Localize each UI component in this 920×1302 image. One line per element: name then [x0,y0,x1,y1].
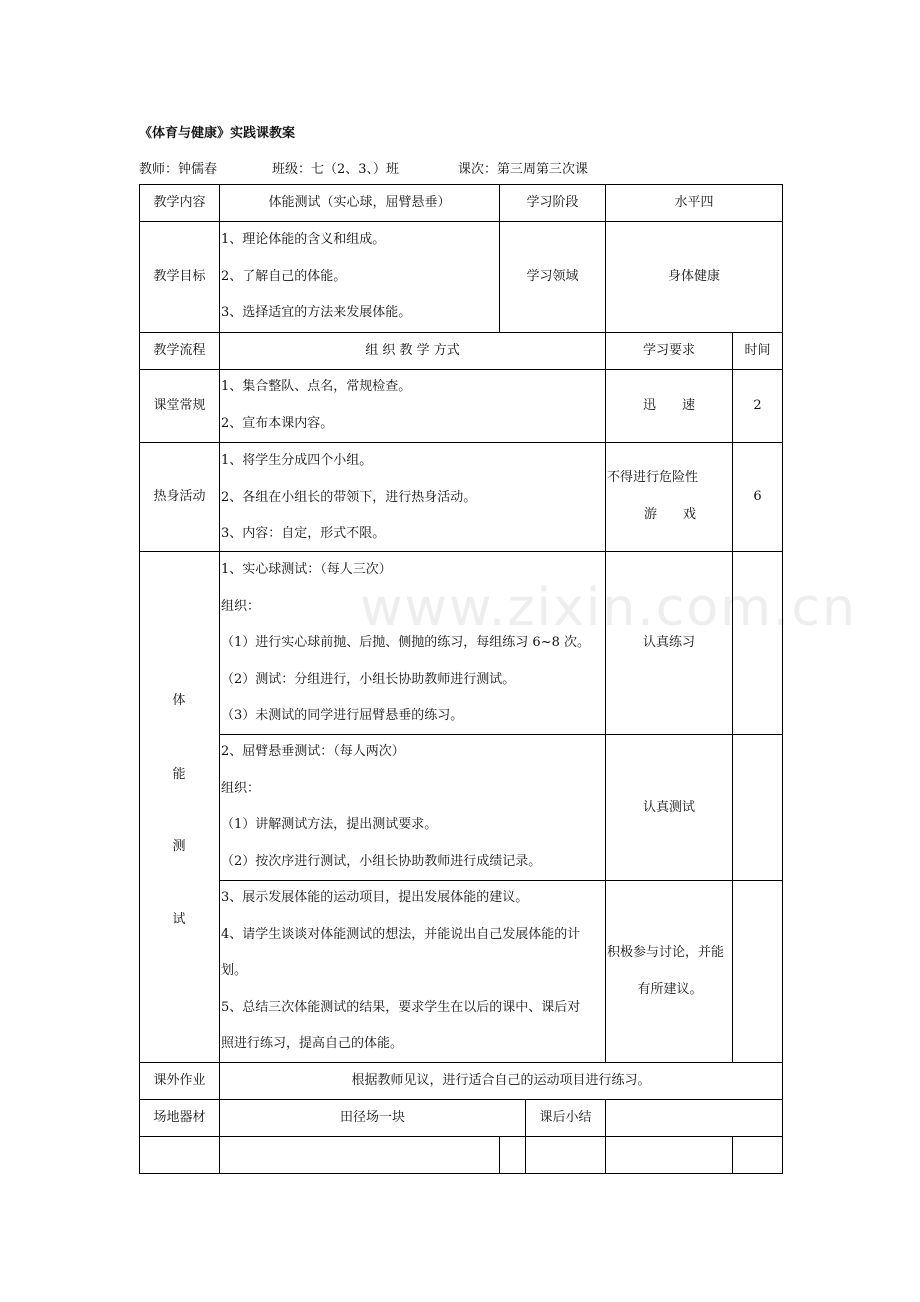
hang-line: （1）讲解测试方法，提出测试要求。 [221,817,438,832]
cell-border [732,1136,783,1174]
warmup-requirement [605,460,733,533]
cell-border [732,734,783,881]
discussion-content [219,880,606,1063]
watermark: www.zixin.com.cn [360,578,857,638]
routine-time: 2 [753,398,762,413]
teacher-info: 教师：钟儒春 [139,162,218,177]
header-time: 时间 [744,343,771,358]
goal-item: 2、了解自己的体能。 [221,268,347,284]
homework-content: 根据教师见议，进行适合自己的运动项目进行练习。 [351,1073,651,1088]
shotput-line: 组织： [221,598,261,614]
routine-label: 课堂常规 [153,398,206,413]
discussion-line: 照进行练习，提高自己的体能。 [221,1036,404,1051]
hang-test-content [219,734,606,880]
shotput-test-content [219,552,606,735]
warmup-content [219,443,606,553]
summary-label: 课后小结 [539,1110,592,1125]
teaching-content-value: 体能测试（实心球，屈臂悬垂） [268,195,451,210]
shotput-line: （3）未测试的同学进行屈臂悬垂的练习。 [221,708,464,723]
discussion-requirement [605,935,733,1008]
teaching-content-label: 教学内容 [153,195,206,210]
routine-line: 1、集合整队、点名，常规检查。 [221,379,412,394]
cell-border [139,551,220,1063]
routine-line: 2、宣布本课内容。 [221,415,334,431]
cell-border [605,1136,733,1174]
page-title: 《体育与健康》实践课教案 [139,126,296,141]
cell-border [732,880,783,1063]
cell-border [139,1136,220,1174]
learning-stage-value: 水平四 [674,195,714,210]
cell-border [732,551,783,735]
discussion-line: 4、请学生谈谈对体能测试的想法，并能说出自己发展体能的计 [221,926,581,942]
discussion-line: 划。 [221,963,248,978]
shotput-requirement: 认真练习 [642,635,695,650]
warmup-label: 热身活动 [153,489,206,504]
discussion-req-line: 有所建议。 [637,981,703,997]
class-info: 班级：七（2、3、）班 [272,162,400,177]
cell-border [499,1136,526,1174]
lesson-info: 课次：第三周第三次课 [458,162,589,177]
warmup-line: 3、内容：自定，形式不限。 [221,526,386,541]
cell-border [219,1136,500,1174]
learning-domain-label: 学习领域 [526,269,579,284]
cell-border [525,1136,606,1174]
warmup-line: 2、各组在小组长的带领下，进行热身活动。 [221,489,477,505]
fitness-label-char: 试 [172,912,186,927]
teaching-goal-list [219,222,500,332]
teaching-goal-label: 教学目标 [153,269,206,284]
warmup-req-line: 游 戏 [643,506,696,522]
fitness-label-char: 能 [172,767,186,782]
header-flow: 教学流程 [153,343,206,358]
cell-border [605,1099,783,1137]
discussion-line: 5、总结三次体能测试的结果，要求学生在以后的课中、课后对 [221,999,581,1015]
warmup-time: 6 [753,489,762,504]
warmup-req-line: 不得进行危险性 [607,470,699,485]
warmup-line: 1、将学生分成四个小组。 [221,453,373,468]
venue-content: 田径场一块 [339,1110,405,1125]
shotput-line: （2）测试：分组进行，小组长协助教师进行测试。 [221,671,516,687]
shotput-line: 1、实心球测试：（每人三次） [221,562,392,577]
goal-item: 3、选择适宜的方法来发展体能。 [221,305,412,320]
fitness-label-char: 测 [172,839,186,854]
header-organization: 组 织 教 学 方式 [365,343,460,358]
fitness-label-char: 体 [172,693,186,708]
shotput-line: （1）进行实心球前抛、后抛、侧抛的练习，每组练习 6~8 次。 [221,635,590,650]
venue-label: 场地器材 [153,1110,206,1125]
discussion-line: 3、展示发展体能的运动项目，提出发展体能的建议。 [221,890,529,905]
goal-item: 1、理论体能的含义和组成。 [221,232,386,247]
hang-line: 2、屈臂悬垂测试：（每人两次） [221,744,405,759]
routine-content [219,369,606,442]
hang-requirement: 认真测试 [642,799,695,815]
hang-line: 组织： [221,780,261,796]
learning-stage-label: 学习阶段 [526,195,579,210]
hang-line: （2）按次序进行测试，小组长协助教师进行成绩记录。 [221,853,542,869]
learning-domain-value: 身体健康 [667,269,720,284]
homework-label: 课外作业 [153,1073,206,1088]
discussion-req-line: 积极参与讨论，并能 [607,945,725,960]
header-requirement: 学习要求 [642,343,695,358]
routine-requirement: 迅 速 [642,398,695,413]
